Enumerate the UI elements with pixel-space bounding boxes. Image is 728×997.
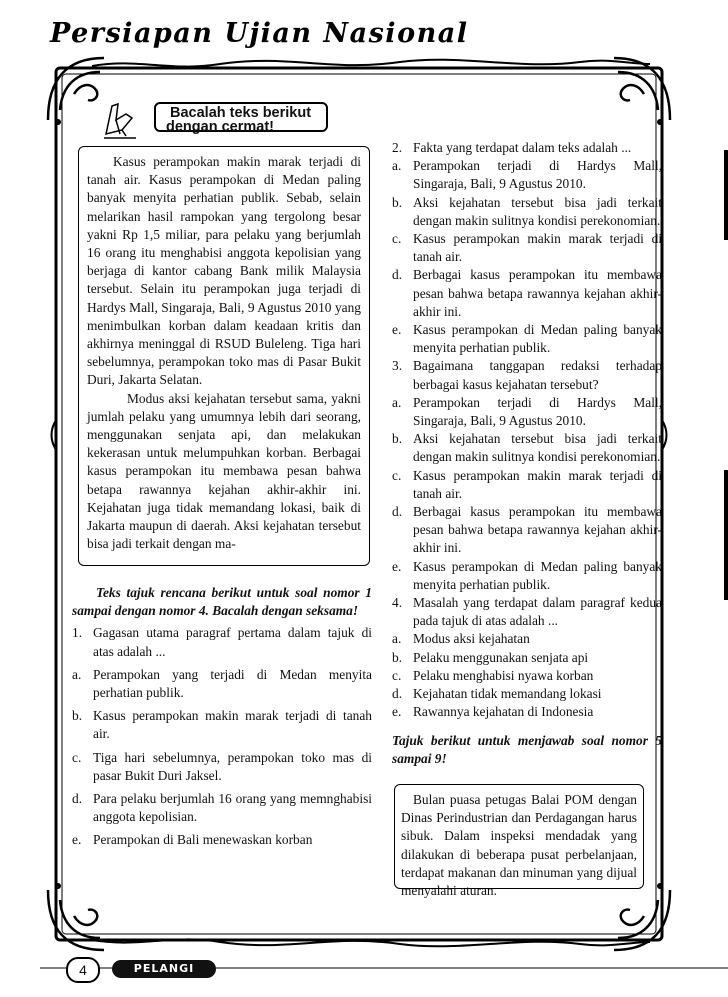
option-key: e. — [72, 832, 82, 848]
option-key: b. — [392, 431, 403, 447]
option-text: Kasus perampokan makin marak terjadi di tanah air. — [413, 231, 662, 265]
editorial-passage-2 — [394, 784, 644, 899]
page-header-title: Persiapan Ujian Nasional — [50, 18, 469, 49]
question-text: Masalah yang terdapat dalam paragraf kedua pada tajuk di atas adalah ... — [413, 595, 662, 629]
question-number: 1. — [72, 625, 83, 641]
answer-option[interactable] — [392, 394, 662, 430]
passage-2-paragraph: Bulan puasa petugas Balai POM dengan Dinas Perindustrian dan Perdagangan harus sibuk. Dalam inspeksi mendadak yang dilakukan di beberapa pusat perbelanjaan, terdapat makanan dan minuman yang dijual menyalahi aturan. — [401, 792, 637, 899]
answer-option[interactable] — [392, 649, 662, 667]
option-text: Perampokan di Bali menewaskan korban — [93, 832, 313, 848]
option-text: Kasus perampokan makin marak terjadi di tanah air. — [413, 467, 662, 501]
question-text: Fakta yang terdapat dalam teks adalah ... — [413, 140, 632, 155]
answer-option[interactable] — [392, 266, 662, 321]
option-text: Kasus perampokan makin marak terjadi di tanah air. — [93, 708, 372, 742]
publisher-logo: PELANGI — [112, 960, 216, 978]
option-text: Perampokan terjadi di Hardys Mall, Singaraja, Bali, 9 Agustus 2010. — [413, 158, 662, 192]
option-key: e. — [392, 704, 402, 720]
option-text: Berbagai kasus perampokan itu membawa pesan bahwa betapa rawannya kejahan akhir-akhir ini. — [413, 267, 662, 319]
right-questions-column — [392, 139, 662, 772]
question-3 — [392, 357, 662, 393]
answer-option[interactable] — [392, 157, 662, 193]
option-key: c. — [392, 667, 402, 683]
option-text: Aksi kejahatan tersebut bisa jadi terkait dengan makin sulitnya kondisi perekonomian. — [413, 431, 662, 465]
option-key: c. — [392, 467, 402, 483]
option-text: Para pelaku berjumlah 16 orang yang memnghabisi anggota kepolisian. — [93, 791, 372, 825]
instructions-intro-1: Teks tajuk rencana berikut untuk soal nomor 1 sampai dengan nomor 4. Bacalah dengan seksama! — [72, 585, 372, 619]
option-text: Perampokan yang terjadi di Medan menyita perhatian publik. — [93, 666, 372, 701]
passage-paragraph-2: Modus aksi kejahatan tersebut sama, yakni jumlah pelaku yang umumnya lebih dari seorang, menggunakan senjata api, dan melakukan kekerasan untuk melumpuhkan korban. Berbagai kasus perampokan itu membawa pesan bahwa betapa rawannya kejahan akhir-akhir ini. Kejahatan juga tidak memandang lokasi, baik di Jakarta maupun di daerah. Aksi kejahatan tersebut bisa jadi terkait dengan ma- — [87, 390, 361, 552]
page-number: 4 — [66, 957, 100, 983]
answer-option[interactable] — [72, 790, 372, 826]
answer-option[interactable] — [392, 630, 662, 648]
left-questions-column — [72, 584, 372, 850]
answer-option[interactable] — [392, 667, 662, 685]
question-number: 2. — [392, 140, 403, 155]
instruction-box — [154, 102, 328, 135]
option-key: c. — [72, 749, 82, 765]
option-text: Aksi kejahatan tersebut bisa jadi terkait dengan makin sulitnya kondisi perekonomian. — [413, 194, 662, 228]
option-key: a. — [392, 631, 402, 647]
option-key: a. — [392, 394, 402, 410]
option-text: Rawannya kejahatan di Indonesia — [413, 704, 594, 720]
option-text: Berbagai kasus perampokan itu membawa pesan bahwa betapa rawannya kejahan akhir-akhir ini. — [413, 504, 662, 556]
option-text: Kasus perampokan di Medan paling banyak menyita perhatian publik. — [413, 558, 662, 592]
answer-option[interactable] — [392, 230, 662, 266]
option-key: a. — [392, 158, 402, 174]
option-key: d. — [392, 686, 403, 702]
question-1 — [72, 624, 372, 660]
answer-option[interactable] — [72, 831, 372, 849]
instruction-line-1: Bacalah teks berikut — [170, 105, 312, 121]
option-key: a. — [72, 666, 82, 682]
option-key: d. — [392, 267, 403, 283]
option-key: d. — [72, 791, 83, 807]
question-number: 4. — [392, 595, 403, 611]
answer-option[interactable] — [392, 703, 662, 721]
editorial-passage — [78, 146, 370, 566]
option-key: e. — [392, 322, 402, 338]
writing-hand-icon — [98, 100, 142, 140]
answer-option[interactable] — [392, 558, 662, 594]
answer-option[interactable] — [392, 685, 662, 703]
question-4 — [392, 594, 662, 630]
option-key: b. — [392, 194, 403, 210]
answer-option[interactable] — [392, 194, 662, 230]
answer-option[interactable] — [72, 666, 372, 702]
question-number: 3. — [392, 358, 403, 374]
option-key: b. — [392, 649, 403, 665]
question-text: Bagaimana tanggapan redaksi terhadap berbagai kasus kejahatan tersebut? — [413, 358, 662, 392]
option-key: c. — [392, 231, 402, 247]
option-text: Perampokan terjadi di Hardys Mall, Singaraja, Bali, 9 Agustus 2010. — [413, 394, 662, 429]
option-text: Kasus perampokan di Medan paling banyak menyita perhatian publik. — [413, 322, 662, 356]
answer-option[interactable] — [392, 503, 662, 558]
passage-paragraph-1: Kasus perampokan makin marak terjadi di tanah air. Kasus perampokan di Medan paling banyak menyita perhatian publik. Sebab, selain melarikan hasil rampokan yang tergolong besar yakni Rp 1,5 miliar, para pelaku yang berjumlah 16 orang itu menghabisi anggota kepolisian yang berjaga di kantor cabang Bank milik Malaysia tersebut. Selain itu perampokan juga terjadi di Hardys Mall, Singaraja, Bali, 9 Agustus 2010 yang menimbulkan korban dalam keadaan kritis dan akhirnya meninggal di RSUD Buleleng. Tiga hari sebelumnya, perampokan toko mas di Pasar Bukit Duri, Jakarta Selatan. — [87, 154, 361, 388]
question-2 — [392, 139, 662, 157]
instruction-line-2: dengan cermat! — [166, 119, 274, 135]
option-text: Kejahatan tidak memandang lokasi — [413, 686, 602, 702]
option-text: Pelaku menghabisi nyawa korban — [413, 667, 594, 683]
option-text: Pelaku menggunakan senjata api — [413, 649, 589, 665]
option-text: Modus aksi kejahatan — [413, 631, 530, 647]
answer-option[interactable] — [392, 430, 662, 466]
answer-option[interactable] — [392, 321, 662, 357]
option-text: Tiga hari sebelumnya, perampokan toko mas di pasar Bukit Duri Jaksel. — [93, 749, 372, 783]
option-key: b. — [72, 708, 83, 724]
option-key: d. — [392, 504, 403, 520]
option-key: e. — [392, 558, 402, 574]
answer-option[interactable] — [72, 749, 372, 785]
instructions-intro-2: Tajuk berikut untuk menjawab soal nomor 5 sampai 9! — [392, 732, 662, 766]
question-text: Gagasan utama paragraf pertama dalam tajuk di atas adalah ... — [93, 625, 372, 659]
answer-option[interactable] — [72, 707, 372, 743]
answer-option[interactable] — [392, 467, 662, 503]
